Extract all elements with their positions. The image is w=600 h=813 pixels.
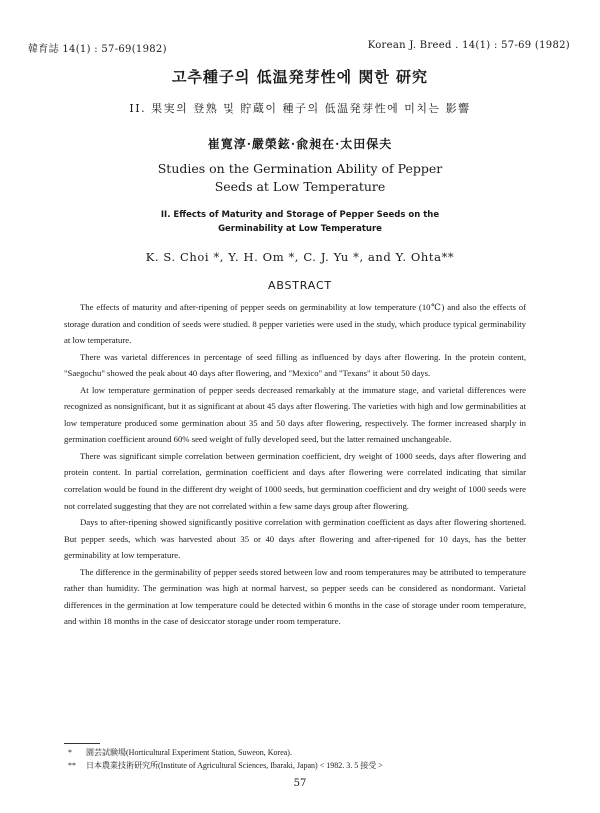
abstract-body bbox=[64, 299, 526, 630]
abstract-paragraph: The difference in the germinability of pepper seeds stored between low and room temperatures may be attributed to temperature rather than humidity. The germination was high at normal harvest, so pepper seeds can be considered as nondormant. Varietal differences in the germination at low temperature could be detected within 6 months in the case of storage under room temperature, and within 18 months in the case of desiccator storage under room temperature. bbox=[64, 566, 526, 627]
footnote-item bbox=[68, 759, 383, 772]
page-number: 57 bbox=[293, 778, 307, 789]
abstract-heading: ABSTRACT bbox=[268, 279, 332, 292]
running-head-right: Korean J. Breed . 14(1) : 57-69 (1982) bbox=[367, 40, 570, 51]
footnote-text: 日本農業技術研究所(Institute of Agricultural Sciences, Ibaraki, Japan) < 1982. 3. 5 接受 > bbox=[86, 761, 383, 770]
english-title-line-1: Studies on the Germination Ability of Pepper bbox=[157, 161, 443, 176]
english-title-line-2: Seeds at Low Temperature bbox=[214, 179, 386, 194]
running-head bbox=[28, 40, 570, 55]
korean-title: 고추種子의 低温発芽性에 関한 研究 bbox=[171, 68, 429, 86]
abstract-paragraph: The effects of maturity and after-ripening of pepper seeds on germinability at low temperature (10℃) and also the effects of storage duration and condition of seeds were studied. 8 pepper varieties were used in the study, which produce typical germinability at low temperature. bbox=[64, 302, 526, 346]
footnote-mark: * bbox=[68, 748, 72, 757]
korean-subtitle: II. 果実의 登熟 및 貯蔵이 種子의 低温発芽性에 미치는 影響 bbox=[129, 102, 471, 115]
english-subtitle-line-1: II. Effects of Maturity and Storage of Pepper Seeds on the bbox=[160, 210, 440, 220]
english-authors: K. S. Choi *, Y. H. Om *, C. J. Yu *, and Y. Ohta** bbox=[145, 250, 455, 264]
footnote-text: 園芸試験場(Horticultural Experiment Station, Suweon, Korea). bbox=[86, 748, 292, 757]
footnote-item bbox=[68, 746, 383, 759]
english-subtitle bbox=[0, 208, 600, 236]
abstract-paragraph: There was varietal differences in percentage of seed filling as influenced by days after flowering. In the protein content, "Saegochu" showed the peak about 40 days after flowering, and "Mexico" and "Texans" it about 50 days. bbox=[64, 351, 526, 379]
english-subtitle-line-2: Germinability at Low Temperature bbox=[218, 224, 382, 234]
abstract-paragraph: There was significant simple correlation between germination coefficient, dry weight of 1000 seeds, days after flowering and protein content. In partial correlation, germination coefficient and days after flowering were correlated indicating that similar correlation would be found in the different dry weight of 1000 seeds, but germination coefficient and dry weight of 1000 seeds were not correlated suggesting that they are not correlated within a few same days group after flowering. bbox=[64, 450, 526, 511]
abstract-paragraph: Days to after-ripening showed significantly positive correlation with germination coefficient as days after flowering shortened. But pepper seeds, which was harvested about 35 or 40 days after flowering and after-ripened for 10 days, has the better germinability at low temperature. bbox=[64, 517, 526, 561]
running-head-left: 韓育誌 14(1) : 57-69(1982) bbox=[28, 44, 167, 55]
footnote-divider bbox=[64, 743, 100, 744]
english-title bbox=[0, 160, 600, 196]
abstract-paragraph: At low temperature germination of pepper seeds decreased remarkably at the immature stage, and varietal differences were recognized as nonsignificant, but it as significant at about 45 days after flowering. The varieties with high and low germinabilities at low temperature produced some germination about 35 and 50 days after flowering, respectively. The former increased sharply in germination coefficient around 60% seed weight of fully developed seed, but the latter remained unchangeable. bbox=[64, 384, 526, 445]
footnotes bbox=[68, 746, 383, 772]
footnote-mark: ** bbox=[68, 761, 76, 770]
korean-authors: 崔寛淳·嚴榮鉉·兪昶在·太田保夫 bbox=[207, 137, 393, 151]
